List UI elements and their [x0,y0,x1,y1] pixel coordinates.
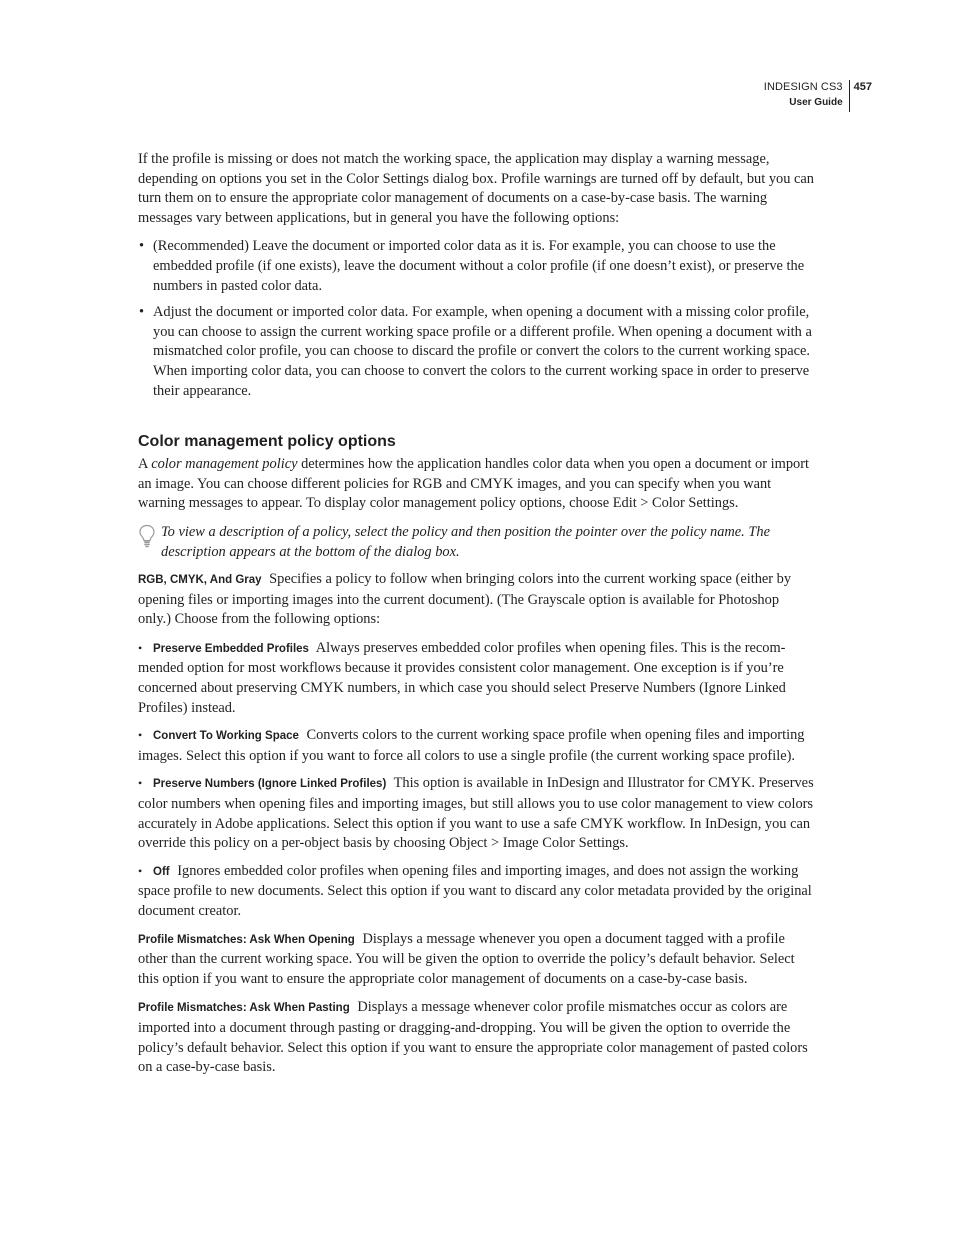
option-text: Always preserves embedded color profiles when opening files. This is the recom- mended option for most workflows because it provides consistent color management. One exception is if you’re concerned about preserving CMYK numbers, in which case you should select Preserve Numbers (Ignore Linked Profiles) instead. [138,639,786,716]
mismatch-open-text: Displays a message whenever you open a document tagged with a profile other than the current working space. You will be given the option to override the policy’s default behavior. Select this option if you want to ensure the appropriate color management of documents on a case-by-case basis. [138,930,795,987]
intro-paragraph: If the profile is missing or does not match the working space, the application may display a warning message, depending on options you set in the Color Settings dialog box. Profile warnings are turned off by default, but you can turn them on to ensure the appropriate color management of documents on a case-by-case basis. The warning messages vary between applications, but in general you have the following options: [138,151,814,226]
bullet-glyph: • [138,640,143,655]
policy-intro-rest: determines how the application handles color data when you open a document or import an image. You can choose different policies for RGB and CMYK images, and you can specify when you want warning messages to appear. To display color management policy options, choose Edit > Color Settings. [138,456,810,512]
list-item [138,303,814,401]
mismatch-open-paragraph [138,930,814,990]
option-text: Ignores embedded color profiles when opening files and importing images, and does not assign the working space profile to new documents. Select this option if you want to discard any color metadata provided by the original document creator. [138,862,812,919]
rgb-policy-term: RGB, CMYK, And Gray [138,574,262,587]
option-term: Convert To Working Space [153,730,299,743]
policy-intro-prefix: A [138,456,152,473]
bullet-glyph: • [138,863,143,878]
rgb-policy-paragraph [138,570,814,630]
option-text: This option is available in InDesign and Illustrator for CMYK. Preserves color numbers when opening files and importing images, but still allows you to use color management to view colors accurately in Adobe applications. Select this option if you want to use a safe CMYK workflow. In InDesign, you can override this policy on a per-object basis by choosing Object > Image Color Settings. [138,775,814,852]
option-term: Preserve Embedded Profiles [153,642,309,655]
section-heading: Color management policy options [138,433,396,451]
bullet-glyph: • [139,304,145,321]
option-preserve-numbers [138,774,814,853]
option-text: Converts colors to the current working space profile when opening files and importing images. Select this option if you want to force all colors to use a single profile (the current working space profile). [138,727,805,764]
option-term: Off [153,865,170,878]
options-list [138,237,814,401]
option-preserve-embedded [138,639,814,718]
option-off [138,862,814,922]
list-item-text: Adjust the document or imported color data. For example, when opening a document with a missing color profile, you can choose to assign the current working space profile or a different profile. When opening a document with a mismatched color profile, you can choose to discard the profile or convert the colors to the current working space. When importing color data, you can choose to convert the colors to the current working space in order to preserve their appearance. [153,304,812,399]
tip-note [138,523,814,562]
header-titles [764,80,850,112]
option-convert-working-space [138,726,814,766]
policy-intro-paragraph [138,455,814,514]
mismatch-open-term: Profile Mismatches: Ask When Opening [138,933,355,946]
page-content [138,150,814,1087]
bullet-glyph: • [139,238,145,255]
policy-term: color management policy [151,456,298,473]
list-item [138,237,814,296]
list-item-text: (Recommended) Leave the document or imported color data as it is. For example, you can choose to use the embedded profile (if one exists), leave the document without a color profile (if one doesn’t exist), or preserve the numbers in pasted color data. [153,238,805,294]
page-header [764,80,872,112]
tip-text: To view a description of a policy, select the policy and then position the pointer over the policy name. The description appears at the bottom of the dialog box. [161,523,770,560]
lightbulb-icon [138,524,156,548]
option-term: Preserve Numbers (Ignore Linked Profiles) [153,778,387,791]
mismatch-paste-paragraph [138,998,814,1077]
header-guide: User Guide [789,97,843,108]
rgb-policy-text: Specifies a policy to follow when bringing colors into the current working space (either by opening files or importing images into the current document). (The Grayscale option is available for Photoshop only.) Choose from the following options: [138,571,792,628]
mismatch-paste-text: Displays a message whenever color profile mismatches occur as colors are imported into a document through pasting or dragging-and-dropping. You will be given the option to override the policy’s default behavior. Select this option if you want to ensure the appropriate color management of pasted colors on a case-by-case basis. [138,999,808,1076]
mismatch-paste-term: Profile Mismatches: Ask When Pasting [138,1002,350,1015]
bullet-glyph: • [138,776,143,791]
page-number: 457 [853,81,872,93]
bullet-glyph: • [138,728,143,743]
header-product: INDESIGN CS3 [763,81,843,93]
